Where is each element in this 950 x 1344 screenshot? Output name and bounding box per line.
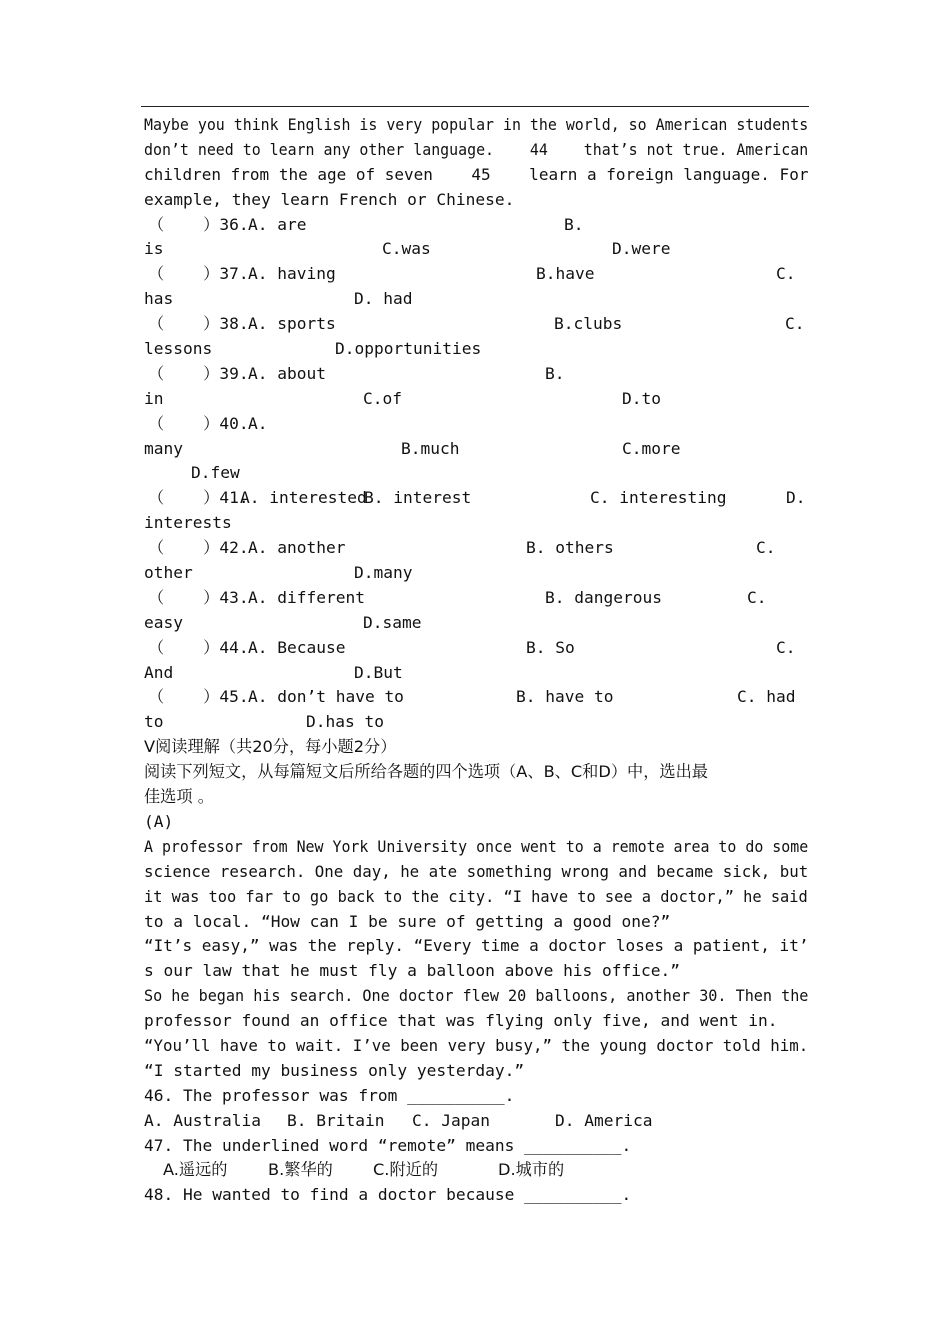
reading-passage-line: “It’s easy,” was the reply. “Every time a doctor loses a patient, it’ — [144, 936, 809, 956]
question-number: （ ）39. — [148, 363, 249, 383]
option-c: C.of — [363, 388, 402, 408]
cloze-question-39 — [144, 362, 808, 387]
cloze-question-41 — [144, 486, 808, 511]
option-b-text: is — [144, 239, 164, 259]
option-a: A. different — [248, 587, 365, 607]
cloze-question-45-cont — [144, 710, 808, 735]
option-a-text: many — [144, 438, 183, 458]
reading-question-46: 46. The professor was from __________. — [144, 1085, 515, 1105]
option-a: A.遥远的 — [163, 1160, 228, 1180]
option-a: A. Because — [248, 637, 346, 657]
passage-line: Maybe you think English is very popular in the world, so American students — [144, 115, 809, 134]
option-d-text: interests — [144, 513, 232, 533]
reading-passage-line: professor found an office that was flying only five, and went in. — [144, 1011, 778, 1031]
content — [144, 113, 808, 1208]
option-a: A. Australia — [144, 1110, 261, 1130]
cloze-question-42 — [144, 536, 808, 561]
reading-passage-line: it was too far to go back to the city. “I have to see a doctor,” he said — [144, 886, 808, 906]
cloze-question-42-cont — [144, 561, 808, 586]
option-c: C.more — [622, 438, 681, 458]
option-c: C. — [756, 538, 776, 558]
cloze-question-38-cont — [144, 337, 808, 362]
option-a: A. having — [248, 264, 336, 284]
option-b: B. have to — [516, 687, 614, 707]
reading-passage-line: A professor from New York University once went to a remote area to do some — [144, 836, 809, 856]
cloze-question-36 — [144, 213, 808, 238]
instructions-line: 佳选项 。 — [144, 787, 214, 807]
reading-question-47-options — [144, 1158, 808, 1183]
reading-question-48: 48. He wanted to find a doctor because __________. — [144, 1185, 632, 1205]
cloze-question-36-cont — [144, 237, 808, 262]
option-d: D. had — [354, 289, 413, 309]
option-b: B. Britain — [287, 1110, 385, 1130]
option-a: A. about — [248, 363, 326, 383]
cloze-question-38 — [144, 312, 808, 337]
option-d: D.城市的 — [498, 1160, 565, 1180]
passage-line: example, they learn French or Chinese. — [144, 189, 515, 209]
option-c: C.was — [382, 239, 431, 259]
cloze-question-44 — [144, 636, 808, 661]
option-c: C. — [776, 637, 796, 657]
option-b: B. So — [526, 637, 575, 657]
option-b: B. — [545, 363, 565, 383]
cloze-question-37-cont — [144, 287, 808, 312]
option-d: D.has to — [306, 712, 384, 732]
option-b: B.have — [536, 264, 595, 284]
option-b-text: in — [144, 388, 164, 408]
question-number: （ ）36. — [148, 214, 249, 234]
header-rule — [141, 106, 809, 107]
option-d: D.opportunities — [335, 339, 482, 359]
cloze-question-40-cont2 — [144, 461, 808, 486]
question-number: （ ）45. — [148, 687, 249, 707]
option-a: A. sports — [248, 314, 336, 334]
option-d: D.were — [612, 239, 671, 259]
option-d: D.But — [354, 662, 403, 682]
option-c-text: other — [144, 563, 193, 583]
option-c-text: lessons — [144, 339, 213, 359]
question-number: （ ）37. — [148, 264, 249, 284]
passage-label: (A) — [144, 811, 174, 831]
passage-line: don’t need to learn any other language. 44 that’s not true. American — [144, 139, 809, 159]
option-b: B. — [564, 214, 584, 234]
cloze-question-37 — [144, 262, 808, 287]
reading-question-46-options — [144, 1109, 808, 1134]
cloze-question-44-cont — [144, 661, 808, 686]
option-d: D.to — [622, 388, 661, 408]
reading-passage-line: So he began his search. One doctor flew 20 balloons, another 30. Then the — [144, 986, 809, 1006]
option-d: D. — [786, 488, 806, 508]
option-a: A. interested — [240, 488, 367, 508]
section-heading: V阅读理解（共20分，每小题2分） — [144, 737, 397, 757]
option-d: D.many — [354, 563, 413, 583]
option-b: B.clubs — [554, 314, 623, 334]
option-c: C. interesting — [590, 488, 727, 508]
question-number: （ ）41. — [148, 488, 249, 508]
option-b: B.much — [401, 438, 460, 458]
cloze-question-39-cont — [144, 387, 808, 412]
option-c-text: to — [144, 712, 164, 732]
cloze-question-40 — [144, 412, 808, 437]
option-c-text: And — [144, 662, 174, 682]
reading-passage-line: “I started my business only yesterday.” — [144, 1060, 525, 1080]
cloze-question-43-cont — [144, 611, 808, 636]
cloze-question-43 — [144, 586, 808, 611]
option-d: D. America — [555, 1110, 653, 1130]
option-d: D.few — [191, 463, 240, 483]
question-number: （ ）42. — [148, 538, 249, 558]
option-c-text: easy — [144, 612, 183, 632]
option-b: B. others — [526, 538, 614, 558]
passage-line: children from the age of seven 45 learn a foreign language. For — [144, 164, 809, 184]
reading-passage-line: science research. One day, he ate something wrong and became sick, but — [144, 861, 809, 881]
question-number: （ ）44. — [148, 637, 249, 657]
option-a: A. don’t have to — [248, 687, 404, 707]
option-c: C. — [747, 587, 767, 607]
option-b: B. interest — [364, 488, 472, 508]
option-c: C. — [776, 264, 796, 284]
option-c: C. — [785, 314, 805, 334]
reading-passage-line: s our law that he must fly a balloon above his office.” — [144, 961, 681, 981]
cloze-question-40-cont — [144, 437, 808, 462]
option-a: A. — [248, 413, 268, 433]
instructions-line: 阅读下列短文，从每篇短文后所给各题的四个选项（A、B、C和D）中，选出最 — [144, 762, 708, 782]
option-b: B. dangerous — [545, 587, 662, 607]
option-a: A. another — [248, 538, 346, 558]
cloze-question-45 — [144, 685, 808, 710]
reading-question-47: 47. The underlined word “remote” means __________. — [144, 1135, 632, 1155]
option-c: C. had — [737, 687, 796, 707]
question-number: （ ）38. — [148, 314, 249, 334]
question-number: （ ）43. — [148, 587, 249, 607]
option-b: B.繁华的 — [268, 1160, 333, 1180]
reading-passage-line: “You’ll have to wait. I’ve been very busy,” the young doctor told him. — [144, 1035, 809, 1055]
option-c: C. Japan — [412, 1110, 490, 1130]
option-d: D.same — [363, 612, 422, 632]
option-c-text: has — [144, 289, 174, 309]
question-number: （ ）40. — [148, 413, 249, 433]
cloze-question-41-cont — [144, 511, 808, 536]
option-a: A. are — [248, 214, 307, 234]
reading-passage-line: to a local. “How can I be sure of getting a good one?” — [144, 911, 671, 931]
option-c: C.附近的 — [373, 1160, 439, 1180]
